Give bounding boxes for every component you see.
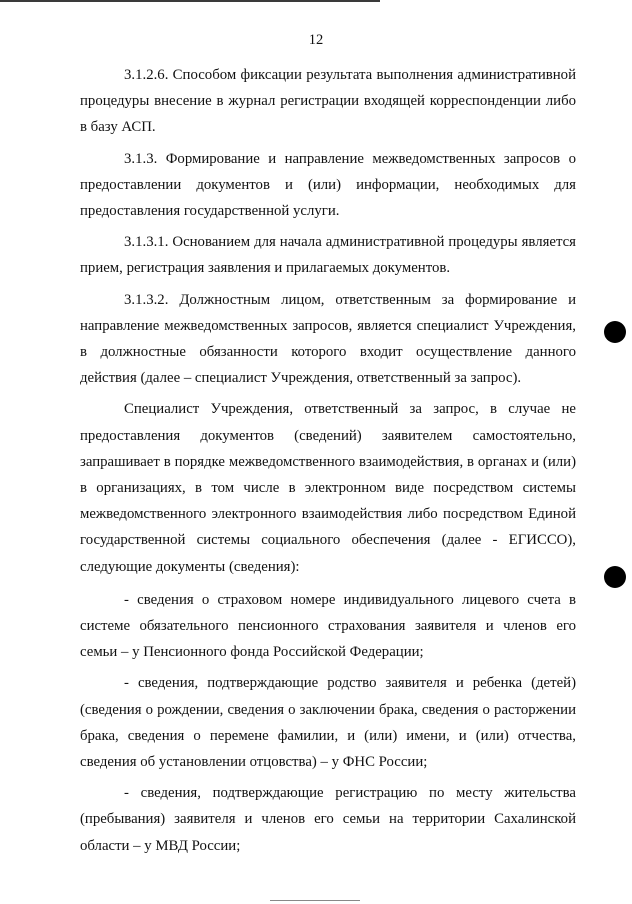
- document-body: [80, 62, 576, 864]
- list-item-pension-fund: - сведения о страховом номере индивидуального лицевого счета в системе обязательного пенсионного страхования заявителя и членов его семьи – у Пенсионного фонда Российской Федерации;: [80, 591, 576, 661]
- paragraph-3-1-3: 3.1.3. Формирование и направление межведомственных запросов о предоставлении документов и (или) информации, необходимых для предоставления государственной услуги.: [80, 150, 576, 220]
- paragraph-3-1-3-1: 3.1.3.1. Основанием для начала административной процедуры является прием, регистрация заявления и прилагаемых документов.: [80, 234, 576, 277]
- paragraph-3-1-3-2: 3.1.3.2. Должностным лицом, ответственным за формирование и направление межведомственных запросов, является специалист Учреждения, в должностные обязанности которого входит осуществление данного действия (далее – специалист Учреждения, ответственный за запрос).: [80, 291, 576, 387]
- paragraph-3-1-2-6: 3.1.2.6. Способом фиксации результата выполнения административной процедуры внесение в журнал регистрации входящей корреспонденции либо в базу АСП.: [80, 67, 576, 136]
- list-item-mvd: - сведения, подтверждающие регистрацию по месту жительства (пребывания) заявителя и членов его семьи на территории Сахалинской области – у МВД России;: [80, 785, 576, 854]
- list-item-fns: - сведения, подтверждающие родство заявителя и ребенка (детей) (сведения о рождении, сведения о заключении брака, сведения о расторжении брака, сведения о перемене фамилии, и (или) имени, и (или) отчества, сведения об установлении отцовства) – у ФНС России;: [80, 675, 576, 771]
- paragraph-specialist-requests: Специалист Учреждения, ответственный за запрос, в случае не предоставления документов (сведений) заявителем самостоятельно, запрашивает в порядке межведомственного взаимодействия, в органах и (или) в организациях, в том числе в электронном виде посредством системы межведомственного электронного взаимодействия либо посредством Единой государственной системы социального обеспечения (далее - ЕГИССО), следующие документы (сведения):: [80, 401, 576, 575]
- scan-artifact: [270, 900, 360, 901]
- page-number: 12: [308, 32, 324, 48]
- scan-top-rule: [0, 0, 380, 2]
- binder-hole-icon: [604, 566, 626, 588]
- binder-hole-icon: [604, 321, 626, 343]
